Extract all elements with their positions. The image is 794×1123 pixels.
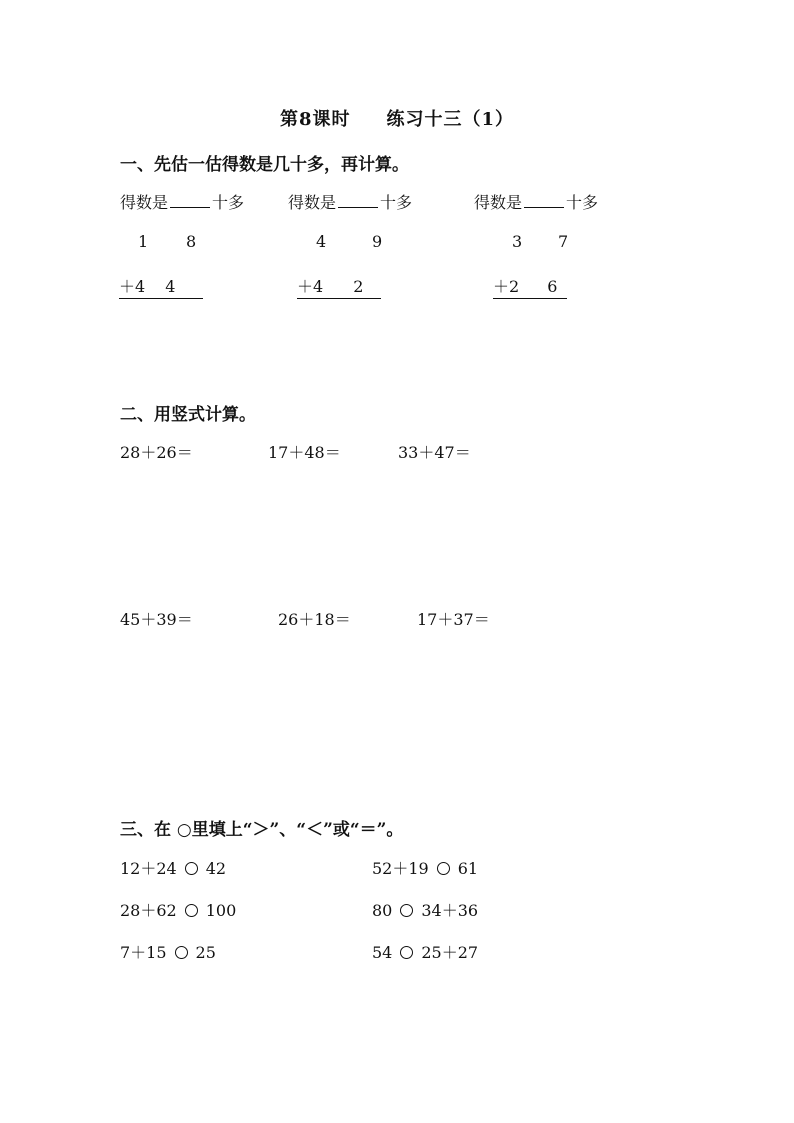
problem1-bottom-ones: 4 [165, 277, 176, 296]
problem2-bottom-row [297, 274, 381, 299]
compare-item [372, 940, 478, 963]
estimate-suffix: 十多 [212, 193, 245, 212]
estimate-blank[interactable] [524, 193, 564, 208]
section2-heading: 二、用竖式计算。 [120, 405, 256, 425]
compare-circle-icon[interactable] [400, 904, 413, 917]
calc-item: 33＋47＝ [398, 443, 471, 462]
compare-right: 34＋36 [421, 901, 479, 920]
problem3-top-tens: 3 [512, 232, 523, 251]
estimate-suffix: 十多 [380, 193, 413, 212]
section1-heading: 一、先估一估得数是几十多，再计算。 [120, 155, 409, 175]
problem3-operand: ＋2 [493, 277, 520, 296]
problem3-bottom-row [493, 274, 567, 299]
calc-item: 17＋37＝ [417, 610, 490, 629]
estimate-2 [288, 190, 412, 213]
problem2-bottom-ones: 2 [353, 277, 364, 296]
problem2-top-tens: 4 [316, 232, 327, 251]
problem1-top-tens: 1 [138, 232, 149, 251]
compare-left: 12＋24 [120, 859, 177, 878]
problem1-operand: ＋4 [119, 277, 146, 296]
compare-circle-icon[interactable] [400, 946, 413, 959]
compare-left: 28＋62 [120, 901, 177, 920]
compare-item [120, 898, 236, 921]
estimate-blank[interactable] [338, 193, 378, 208]
problem2-operand: ＋4 [297, 277, 324, 296]
problem3-bottom-ones: 6 [547, 277, 558, 296]
compare-circle-icon[interactable] [175, 946, 188, 959]
calc-item: 17＋48＝ [268, 443, 341, 462]
lesson-name: 练习十三（1） [386, 109, 515, 130]
estimate-blank[interactable] [170, 193, 210, 208]
problem1-top-ones: 8 [186, 232, 197, 251]
compare-item [120, 940, 216, 963]
compare-right: 25＋27 [421, 943, 479, 962]
compare-left: 52＋19 [372, 859, 429, 878]
compare-left: 54 [372, 943, 393, 962]
page-title [0, 105, 794, 131]
lesson-number: 第8课时 [279, 109, 351, 130]
estimate-prefix: 得数是 [288, 193, 337, 212]
calc-item: 26＋18＝ [278, 610, 351, 629]
estimate-1 [120, 190, 244, 213]
compare-circle-icon[interactable] [185, 904, 198, 917]
compare-circle-icon[interactable] [185, 862, 198, 875]
compare-right: 61 [457, 859, 479, 878]
problem3-top-ones: 7 [558, 232, 569, 251]
estimate-prefix: 得数是 [120, 193, 169, 212]
compare-right: 100 [205, 901, 237, 920]
estimate-prefix: 得数是 [474, 193, 523, 212]
section3-heading: 三、在 ○里填上“＞”、“＜”或“＝”。 [120, 820, 404, 840]
compare-left: 80 [372, 901, 393, 920]
compare-item [372, 856, 478, 879]
calc-item: 45＋39＝ [120, 610, 193, 629]
compare-left: 7＋15 [120, 943, 167, 962]
calc-item: 28＋26＝ [120, 443, 193, 462]
problem1-bottom-row [119, 274, 203, 299]
estimate-3 [474, 190, 598, 213]
compare-right: 25 [195, 943, 216, 962]
compare-circle-icon[interactable] [437, 862, 450, 875]
estimate-suffix: 十多 [566, 193, 599, 212]
compare-item [120, 856, 226, 879]
problem2-top-ones: 9 [372, 232, 383, 251]
compare-right: 42 [205, 859, 227, 878]
compare-item [372, 898, 478, 921]
